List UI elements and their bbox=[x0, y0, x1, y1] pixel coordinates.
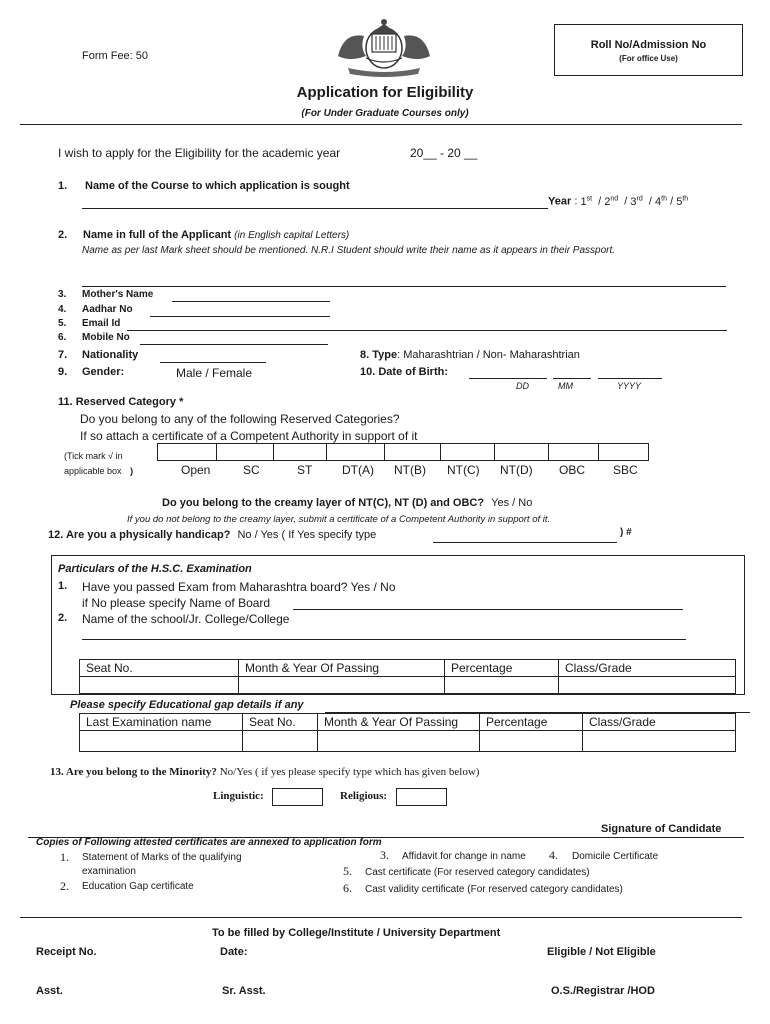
minority-question: 13. Are you belong to the Minority? bbox=[50, 766, 217, 778]
applicant-note: Name as per last Mark sheet should be mentioned. N.R.I Student should write their name as it appears in their Passport. bbox=[82, 245, 616, 256]
year-2[interactable]: 2nd bbox=[604, 195, 619, 208]
signature-label: Signature of Candidate bbox=[601, 823, 722, 835]
year-4[interactable]: 4th bbox=[655, 195, 667, 208]
receipt-label[interactable]: Receipt No. bbox=[36, 946, 97, 958]
university-emblem bbox=[330, 14, 438, 78]
email-label: Email Id bbox=[82, 318, 121, 329]
hsc-school-label: Name of the school/Jr. College/College bbox=[82, 612, 290, 626]
year-3[interactable]: 3rd bbox=[630, 195, 643, 208]
hsc-seat-cell[interactable] bbox=[80, 677, 239, 694]
hsc-header-percentage: Percentage bbox=[445, 660, 559, 677]
category-nt-b[interactable]: NT(B) bbox=[394, 463, 426, 477]
table-row bbox=[80, 660, 736, 677]
roll-number-box bbox=[554, 24, 743, 76]
handicap-options[interactable]: No / Yes ( If Yes specify type bbox=[237, 529, 377, 541]
creamy-row bbox=[162, 497, 532, 509]
category-sbc[interactable]: SBC bbox=[613, 463, 638, 477]
nationality-label: Nationality bbox=[82, 349, 139, 361]
gap-table bbox=[79, 713, 736, 752]
asst-label: Asst. bbox=[36, 985, 63, 997]
mother-label: Mother's Name bbox=[82, 289, 154, 300]
form-fee: Form Fee: 50 bbox=[82, 50, 149, 62]
type-options[interactable]: : Maharashtrian / Non- Maharashtrian bbox=[397, 349, 580, 361]
gender-number: 9. bbox=[58, 366, 68, 378]
date-label[interactable]: Date: bbox=[220, 946, 248, 958]
tick-hint-2-row bbox=[64, 466, 133, 476]
hsc-q1-number: 1. bbox=[58, 580, 68, 592]
type-label: 8. Type bbox=[360, 349, 398, 361]
hsc-table bbox=[79, 659, 736, 694]
copy-1-text: Statement of Marks of the qualifying bbox=[82, 852, 242, 863]
handicap-label: 12. Are you a physically handicap? bbox=[48, 529, 231, 541]
table-row bbox=[80, 714, 736, 731]
aadhar-label: Aadhar No bbox=[82, 304, 133, 315]
dob-year-field[interactable] bbox=[598, 378, 662, 379]
hsc-header-class: Class/Grade bbox=[559, 660, 736, 677]
academic-year-field[interactable]: 20__ - 20 __ bbox=[410, 146, 478, 160]
course-label: Name of the Course to which application is sought bbox=[85, 180, 350, 192]
creamy-note: If you do not belong to the creamy layer, submit a certificate of a Competent Authority in support of it. bbox=[127, 514, 551, 525]
gap-month-cell[interactable] bbox=[318, 731, 480, 752]
copy-6-number: 6. bbox=[343, 881, 352, 895]
dob-month-hint: MM bbox=[558, 381, 573, 391]
handicap-row bbox=[48, 529, 376, 541]
year-1[interactable]: 1st bbox=[580, 195, 593, 208]
gap-percentage-cell[interactable] bbox=[480, 731, 583, 752]
hsc-class-cell[interactable] bbox=[559, 677, 736, 694]
mother-number: 3. bbox=[58, 289, 67, 300]
copy-4-text: Domicile Certificate bbox=[572, 851, 659, 862]
applicant-label-hint: (in English capital Letters) bbox=[234, 230, 350, 241]
creamy-question: Do you belong to the creamy layer of NT(C), NT (D) and OBC? bbox=[162, 497, 485, 509]
nationality-field[interactable] bbox=[160, 362, 266, 363]
hsc-month-cell[interactable] bbox=[239, 677, 445, 694]
linguistic-field[interactable] bbox=[272, 788, 323, 806]
year-5[interactable]: 5th bbox=[676, 195, 689, 208]
page-subtitle: (For Under Graduate Courses only) bbox=[301, 108, 469, 119]
copy-3-text: Affidavit for change in name bbox=[402, 851, 526, 862]
handicap-end: ) # bbox=[620, 527, 632, 538]
reserved-note: If so attach a certificate of a Competent Authority in support of it bbox=[80, 429, 418, 443]
gap-header-percentage: Percentage bbox=[480, 714, 583, 731]
applicant-number: 2. bbox=[58, 229, 68, 241]
applicant-name-line[interactable] bbox=[82, 286, 726, 287]
year-selector[interactable]: Year : 1st / 2nd / 3rd / 4th / 5th bbox=[548, 195, 689, 208]
email-number: 5. bbox=[58, 318, 67, 329]
handicap-type-field[interactable] bbox=[433, 542, 617, 543]
gap-header-class: Class/Grade bbox=[583, 714, 736, 731]
copy-1-number: 1. bbox=[60, 850, 69, 864]
table-row[interactable] bbox=[80, 731, 736, 752]
hsc-q2-number: 2. bbox=[58, 612, 68, 624]
linguistic-label: Linguistic: bbox=[213, 790, 264, 802]
tick-hint-1: (Tick mark √ in bbox=[64, 451, 123, 461]
copy-4-number: 4. bbox=[549, 848, 558, 862]
religious-field[interactable] bbox=[396, 788, 447, 806]
eligibility-label[interactable]: Eligible / Not Eligible bbox=[547, 946, 656, 958]
category-nt-c[interactable]: NT(C) bbox=[447, 463, 480, 477]
registrar-label: O.S./Registrar /HOD bbox=[551, 985, 655, 997]
email-field[interactable] bbox=[127, 330, 727, 331]
hsc-header-month-year: Month & Year Of Passing bbox=[239, 660, 445, 677]
dob-day-hint: DD bbox=[516, 381, 529, 391]
aadhar-number: 4. bbox=[58, 304, 67, 315]
mobile-number: 6. bbox=[58, 332, 67, 343]
copy-5-text: Cast certificate (For reserved category candidates) bbox=[365, 867, 590, 878]
copy-2-text: Education Gap certificate bbox=[82, 881, 194, 892]
creamy-options[interactable]: Yes / No bbox=[491, 497, 533, 509]
applicant-label: Name in full of the Applicant bbox=[83, 229, 232, 241]
applicant-label-row bbox=[83, 229, 349, 241]
aadhar-field[interactable] bbox=[150, 316, 330, 317]
table-row[interactable] bbox=[80, 677, 736, 694]
gap-class-cell[interactable] bbox=[583, 731, 736, 752]
dob-month-field[interactable] bbox=[553, 378, 591, 379]
hsc-title: Particulars of the H.S.C. Examination bbox=[58, 563, 252, 575]
mobile-field[interactable] bbox=[140, 344, 328, 345]
gap-exam-cell[interactable] bbox=[80, 731, 243, 752]
roll-number-note: (For office Use) bbox=[619, 54, 678, 63]
gap-header-exam: Last Examination name bbox=[80, 714, 243, 731]
type-row[interactable] bbox=[360, 349, 580, 361]
page-title: Application for Eligibility bbox=[296, 84, 474, 101]
reserved-question: Do you belong to any of the following Reserved Categories? bbox=[80, 412, 400, 426]
mother-name-field[interactable] bbox=[172, 301, 330, 302]
mobile-label: Mobile No bbox=[82, 332, 130, 343]
category-open[interactable]: Open bbox=[181, 463, 211, 477]
year-label: Year bbox=[548, 195, 572, 208]
copy-2-number: 2. bbox=[60, 879, 69, 893]
gender-options[interactable]: Male / Female bbox=[176, 366, 253, 380]
dob-day-field[interactable] bbox=[469, 378, 547, 379]
hsc-percentage-cell[interactable] bbox=[445, 677, 559, 694]
category-dt-a[interactable]: DT(A) bbox=[342, 463, 374, 477]
tick-hint-paren: ) bbox=[130, 466, 134, 476]
gap-header-month-year: Month & Year Of Passing bbox=[318, 714, 480, 731]
gap-seat-cell[interactable] bbox=[243, 731, 318, 752]
tick-hint-2: applicable box bbox=[64, 466, 122, 476]
sr-asst-label: Sr. Asst. bbox=[222, 985, 266, 997]
copy-6-text: Cast validity certificate (For reserved category candidates) bbox=[365, 884, 623, 895]
minority-options[interactable]: No/Yes ( if yes please specify type which has given below) bbox=[219, 766, 480, 778]
nationality-number: 7. bbox=[58, 349, 68, 361]
hsc-header-seat: Seat No. bbox=[80, 660, 239, 677]
office-title: To be filled by College/Institute / University Department bbox=[212, 927, 501, 939]
gap-title: Please specify Educational gap details if any bbox=[70, 699, 304, 711]
category-st[interactable]: ST bbox=[297, 463, 313, 477]
category-sc[interactable]: SC bbox=[243, 463, 260, 477]
religious-label: Religious: bbox=[340, 790, 388, 802]
copy-1-text-cont: examination bbox=[82, 866, 136, 877]
hsc-q1[interactable]: Have you passed Exam from Maharashtra board? Yes / No bbox=[82, 580, 396, 594]
gender-label: Gender: bbox=[82, 366, 125, 378]
category-nt-d[interactable]: NT(D) bbox=[500, 463, 533, 477]
gap-header-seat: Seat No. bbox=[243, 714, 318, 731]
dob-label: 10. Date of Birth: bbox=[360, 366, 449, 378]
intro-text: I wish to apply for the Eligibility for the academic year bbox=[58, 146, 341, 160]
category-obc[interactable]: OBC bbox=[559, 463, 586, 477]
hsc-board-label: if No please specify Name of Board bbox=[82, 596, 271, 610]
category-checkbox-strip bbox=[157, 443, 649, 461]
course-input-line[interactable] bbox=[82, 208, 548, 209]
roll-number-title: Roll No/Admission No bbox=[590, 39, 707, 51]
copies-title: Copies of Following attested certificates are annexed to application form bbox=[36, 837, 382, 848]
copy-3-number: 3. bbox=[380, 848, 389, 862]
hsc-school-field[interactable] bbox=[82, 639, 686, 640]
minority-row bbox=[50, 766, 479, 778]
course-number: 1. bbox=[58, 180, 68, 192]
dob-year-hint: YYYY bbox=[617, 381, 642, 391]
reserved-title: 11. Reserved Category * bbox=[58, 396, 184, 408]
office-rule bbox=[20, 917, 742, 918]
hsc-board-field[interactable] bbox=[293, 609, 683, 610]
copy-5-number: 5. bbox=[343, 864, 352, 878]
header-rule bbox=[20, 124, 742, 125]
